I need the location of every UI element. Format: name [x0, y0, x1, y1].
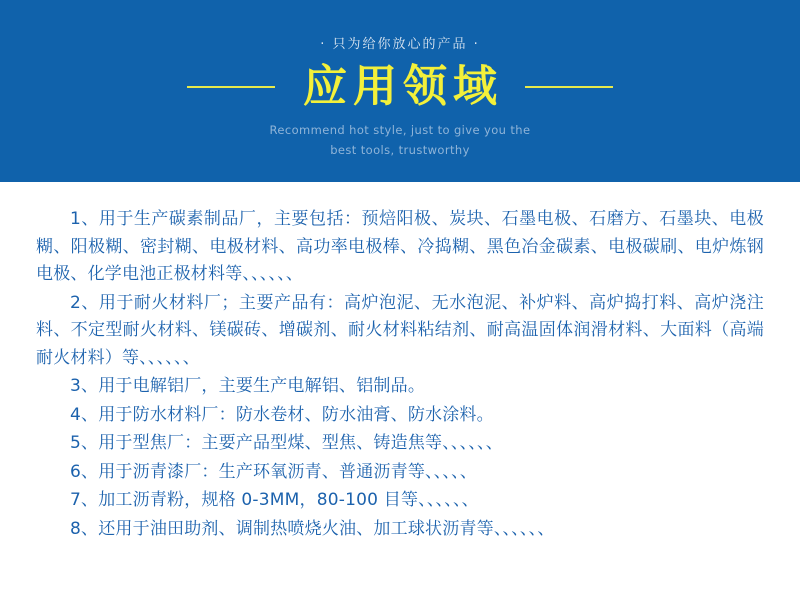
header-banner-content: [0, 0, 800, 182]
content-body: [0, 182, 800, 543]
content-paragraph: 1、用于生产碳素制品厂，主要包括：预焙阳极、炭块、石墨电极、石磨方、石墨块、电极糊、阳极糊、密封糊、电极材料、高功率电极棒、冷捣糊、黑色冶金碳素、电极碳刷、电炉炼钢电极、化学电池正极材料等、、、、、、: [36, 209, 764, 285]
content-paragraph: 6、用于沥青漆厂：生产环氧沥青、普通沥青等、、、、、: [70, 461, 478, 482]
content-paragraph: 8、还用于油田助剂、调制热喷烧火油、加工球状沥青等、、、、、、: [70, 518, 555, 539]
title-rule-left-icon: [187, 86, 275, 88]
banner-subtitle-line-1: Recommend hot style, just to give you the: [269, 123, 531, 138]
content-paragraph: 2、用于耐火材料厂；主要产品有：高炉泡泥、无水泡泥、补炉料、高炉捣打料、高炉浇注料、不定型耐火材料、镁碳砖、增碳剂、耐火材料粘结剂、耐高温固体润滑材料、大面料（高端耐火材料）等、、、、、、: [36, 292, 764, 368]
banner-subtitle: [270, 121, 531, 160]
banner-title-row: [0, 63, 800, 111]
content-paragraph: 4、用于防水材料厂：防水卷材、防水油膏、防水涂料。: [70, 404, 494, 425]
title-rule-right-icon: [525, 86, 613, 88]
content-paragraph: 5、用于型焦厂：主要产品型煤、型焦、铸造焦等、、、、、、: [70, 433, 503, 454]
content-paragraph: 7、加工沥青粉，规格 0-3MM，80-100 目等、、、、、、: [70, 490, 479, 511]
header-banner: [0, 0, 800, 182]
banner-subtitle-line-2: best tools, trustworthy: [330, 142, 470, 157]
content-paragraph: 3、用于电解铝厂，主要生产电解铝、铝制品。: [70, 376, 426, 397]
banner-kicker: · 只为给你放心的产品 ·: [320, 37, 480, 52]
page-title: 应用领域: [303, 61, 503, 112]
